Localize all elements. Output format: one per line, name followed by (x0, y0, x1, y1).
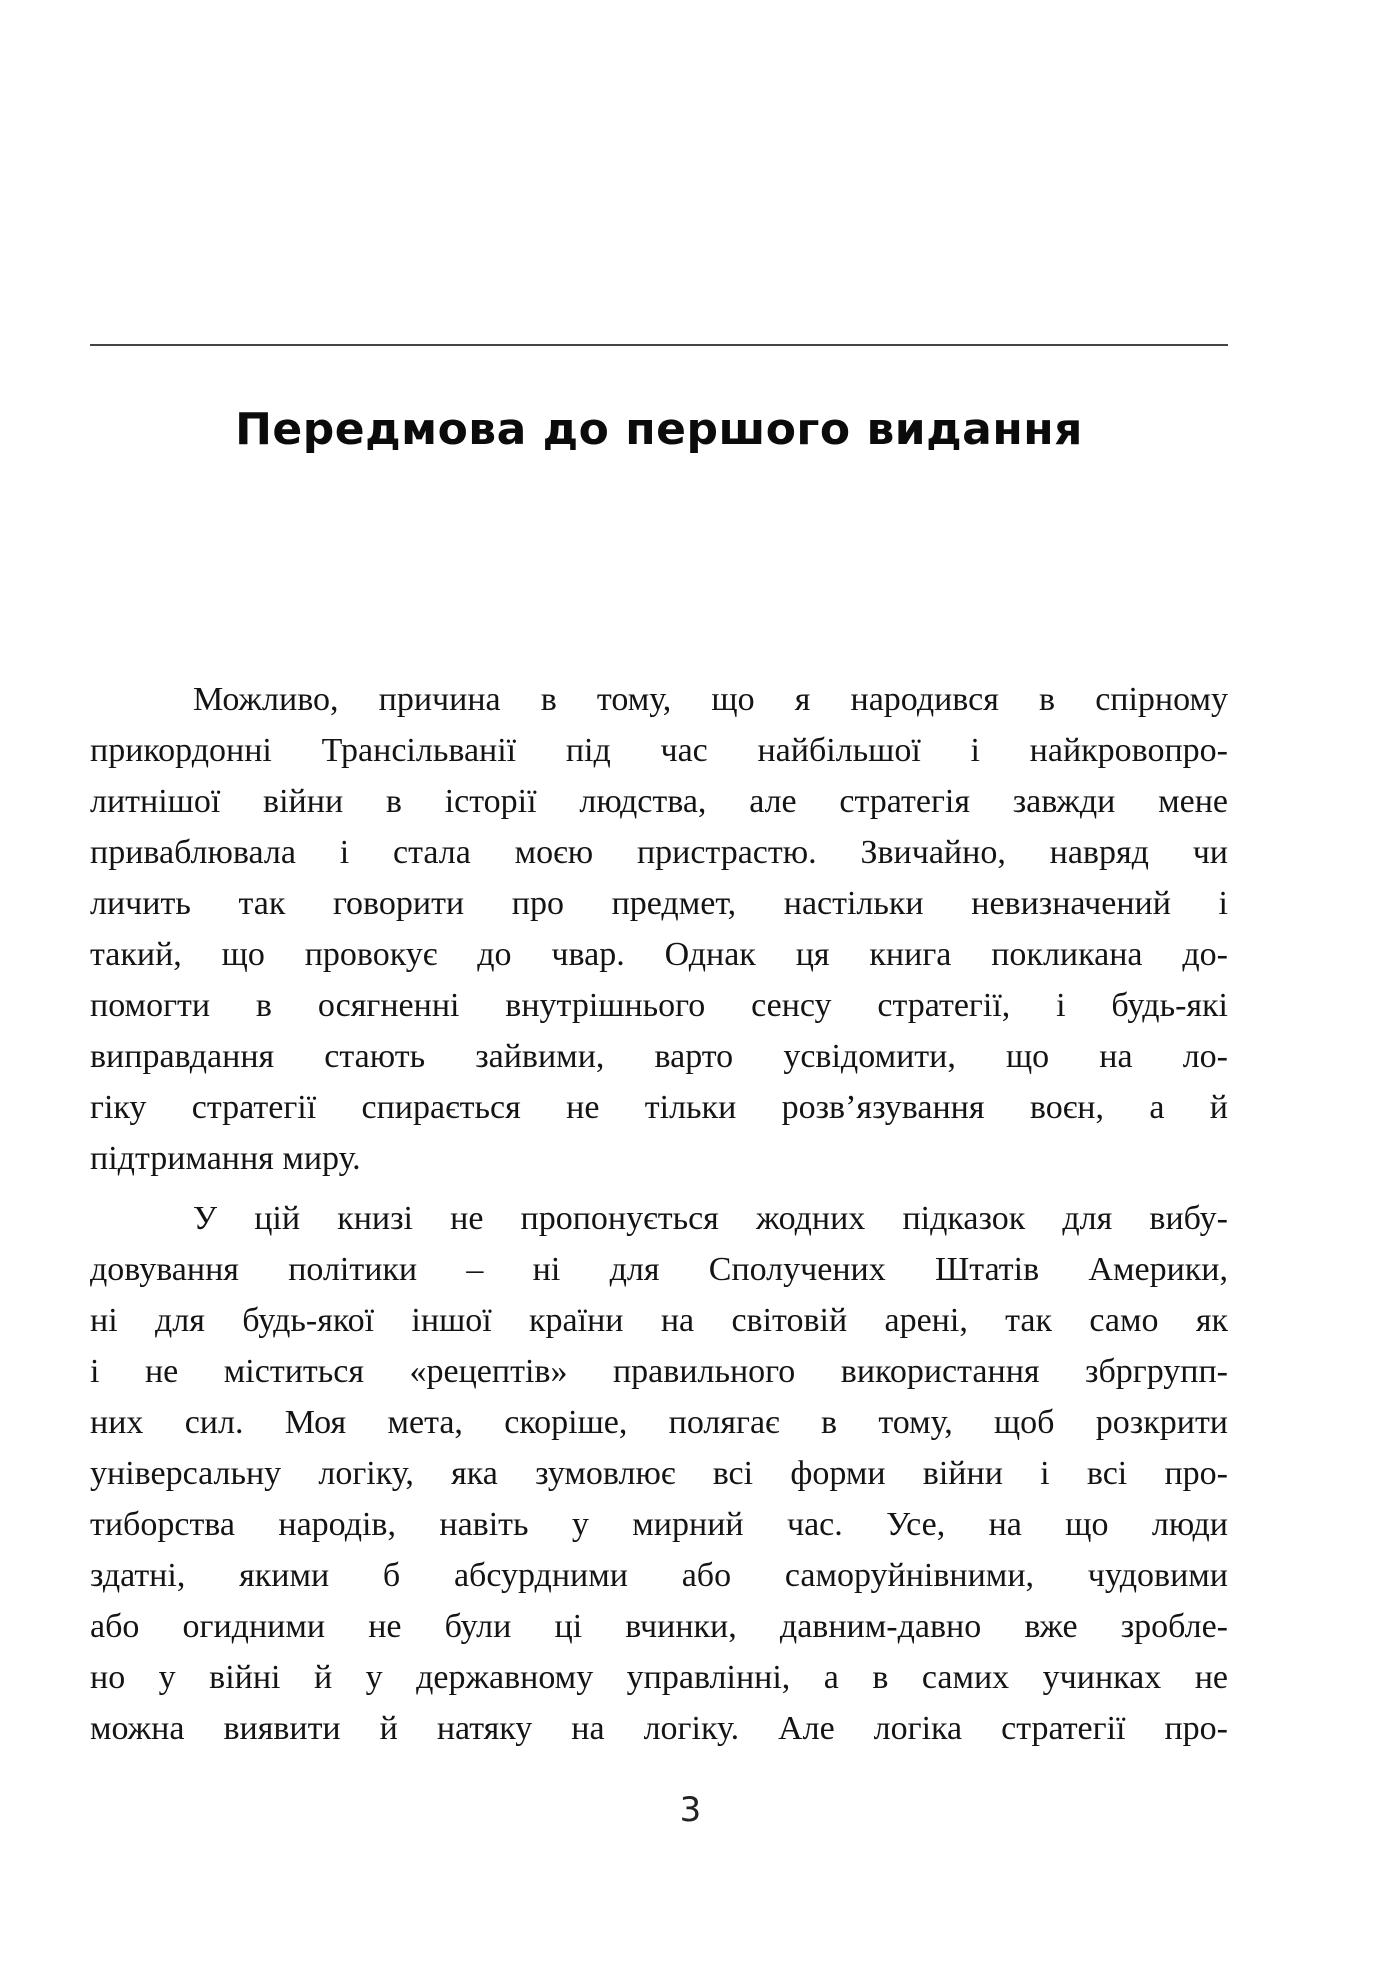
text-line: Можливо, причина в тому, що я народився в спірному (193, 681, 1228, 718)
text-line: ні для будь-якої іншої країни на світовій арені, так само як (90, 1302, 1228, 1339)
body-text (90, 674, 1228, 1754)
text-line: прикордонні Трансільванії під час найбільшої і найкровопро- (90, 732, 1228, 769)
text-line: них сил. Моя мета, скоріше, полягає в тому, щоб розкрити (90, 1404, 1228, 1441)
text-line: можна виявити й натяку на логіку. Але логіка стратегії про- (90, 1710, 1228, 1747)
text-line: приваблювала і стала моєю пристрастю. Звичайно, навряд чи (90, 834, 1228, 871)
paragraph-2 (90, 1193, 1228, 1754)
text-line: помогти в осягненні внутрішнього сенсу стратегії, і будь-які (90, 987, 1228, 1024)
text-line: но у війні й у державному управлінні, а в самих учинках не (90, 1659, 1228, 1696)
page-number: 3 (679, 1790, 702, 1830)
text-line: личить так говорити про предмет, настільки невизначений і (90, 885, 1228, 922)
text-line: У цій книзі не пропонується жодних підказок для вибу- (193, 1200, 1228, 1237)
text-line: здатні, якими б абсурдними або саморуйнівними, чудовими (90, 1557, 1228, 1594)
text-line: такий, що провокує до чвар. Однак ця книга покликана до- (90, 936, 1228, 973)
text-line: гіку стратегії спирається не тільки розв’язування воєн, а й (90, 1089, 1228, 1126)
text-line: тиборства народів, навіть у мирний час. Усе, на що люди (90, 1506, 1228, 1543)
text-line: литнішої війни в історії людства, але стратегія завжди мене (90, 783, 1228, 820)
text-line: довування політики – ні для Сполучених Штатів Америки, (90, 1251, 1228, 1288)
text-line: виправдання стають зайвими, варто усвідомити, що на ло- (90, 1038, 1228, 1075)
text-line: підтримання миру. (90, 1140, 361, 1177)
text-line: і не міститься «рецептів» правильного використання збргрупп- (90, 1353, 1228, 1390)
text-line: універсальну логіку, яка зумовлює всі форми війни і всі про- (90, 1455, 1228, 1492)
header-rule (90, 344, 1228, 346)
page-title: Передмова до першого видання (235, 404, 1083, 455)
paragraph-1 (90, 674, 1228, 1184)
text-line: або огидними не були ці вчинки, давним-давно вже зробле- (90, 1608, 1228, 1645)
